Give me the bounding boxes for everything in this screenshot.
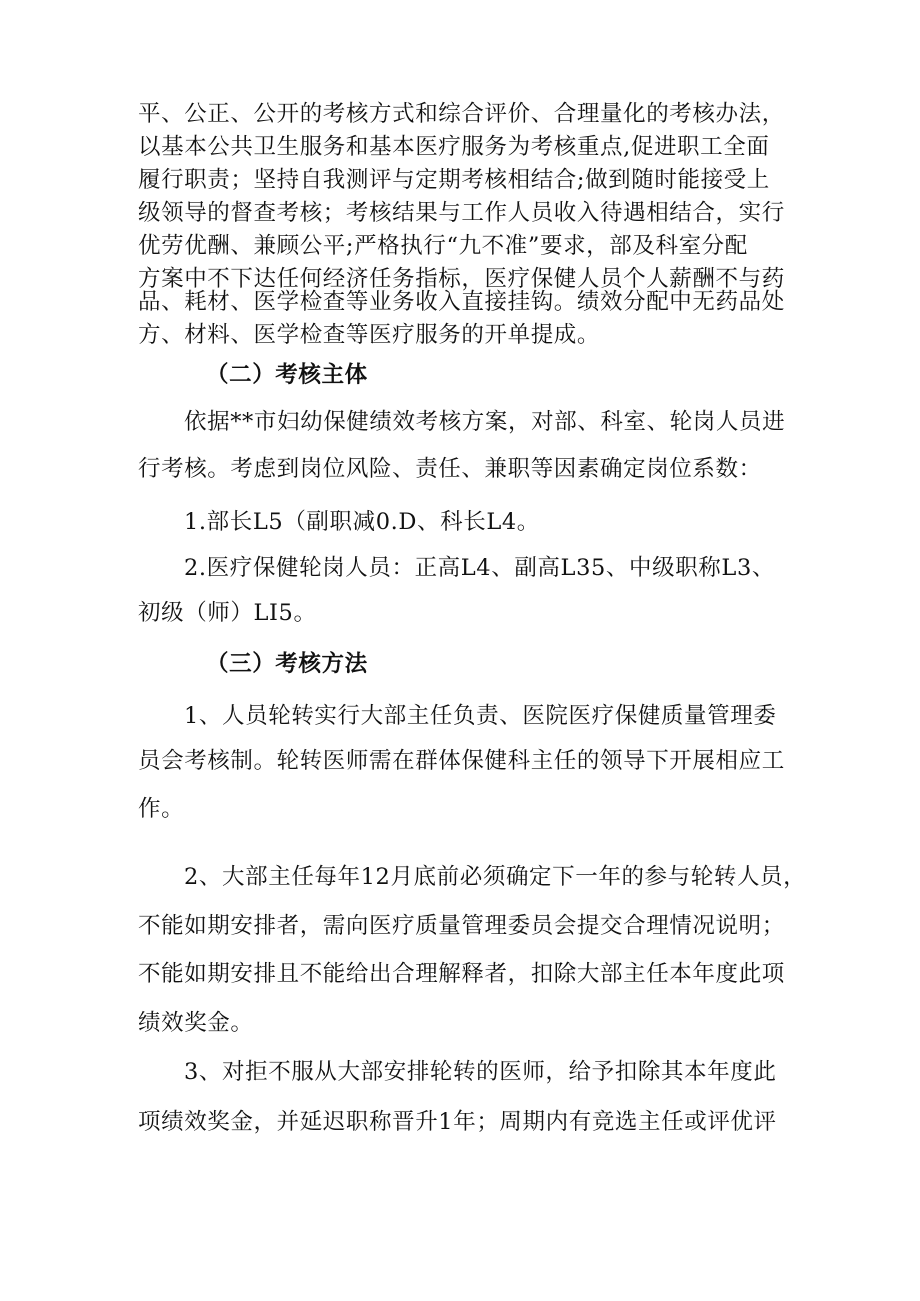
paragraph-line: 履行职责；坚持自我测评与定期考核相结合;做到随时能接受上 bbox=[138, 167, 770, 193]
list-item: 1.部长L5（副职减0.D、科长L4。 bbox=[184, 509, 540, 535]
paragraph-line: 2、大部主任每年12月底前必须确定下一年的参与轮转人员， bbox=[184, 864, 807, 890]
paragraph-line: 方案中不下达任何经济任务指标，医疗保健人员个人薪酬不与药 bbox=[138, 266, 785, 292]
section-heading: （三）考核方法 bbox=[206, 651, 368, 677]
paragraph-line: 员会考核制。轮转医师需在群体保健科主任的领导下开展相应工 bbox=[138, 748, 785, 774]
paragraph-line: 3、对拒不服从大部安排轮转的医师，给予扣除其本年度此 bbox=[184, 1059, 777, 1085]
paragraph-line: 优劳优酬、兼顾公平;严格执行“九不准”要求，部及科室分配 bbox=[138, 233, 748, 259]
list-item: 2.医疗保健轮岗人员：正高L4、副高L35、中级职称L3、 bbox=[184, 555, 775, 581]
paragraph-line: 行考核。考虑到岗位风险、责任、兼职等因素确定岗位系数： bbox=[138, 456, 762, 482]
paragraph-line: 以基本公共卫生服务和基本医疗服务为考核重点,促进职工全面 bbox=[138, 134, 770, 160]
paragraph-line: 1、人员轮转实行大部主任负责、医院医疗保健质量管理委 bbox=[184, 703, 777, 729]
paragraph-line: 项绩效奖金，并延迟职称晋升1年；周期内有竞选主任或评优评 bbox=[138, 1109, 777, 1135]
paragraph-line: 方、材料、医学检查等医疗服务的开单提成。 bbox=[138, 322, 601, 348]
section-heading: （二）考核主体 bbox=[206, 362, 368, 388]
paragraph-line: 品、耗材、医学检查等业务收入直接挂钩。绩效分配中无药品处 bbox=[138, 289, 785, 315]
list-item-continuation: 初级（师）LI5。 bbox=[138, 600, 317, 626]
paragraph-line: 不能如期安排者，需向医疗质量管理委员会提交合理情况说明； bbox=[138, 913, 785, 939]
paragraph-line: 平、公正、公开的考核方式和综合评价、合理量化的考核办法， bbox=[138, 101, 785, 127]
paragraph-line: 不能如期安排且不能给出合理解释者，扣除大部主任本年度此项 bbox=[138, 961, 785, 987]
paragraph-line: 级领导的督查考核；考核结果与工作人员收入待遇相结合，实行 bbox=[138, 200, 785, 226]
paragraph-line: 依据**市妇幼保健绩效考核方案，对部、科室、轮岗人员进 bbox=[184, 409, 786, 435]
paragraph-line: 作。 bbox=[138, 796, 185, 822]
paragraph-line: 绩效奖金。 bbox=[138, 1010, 254, 1036]
